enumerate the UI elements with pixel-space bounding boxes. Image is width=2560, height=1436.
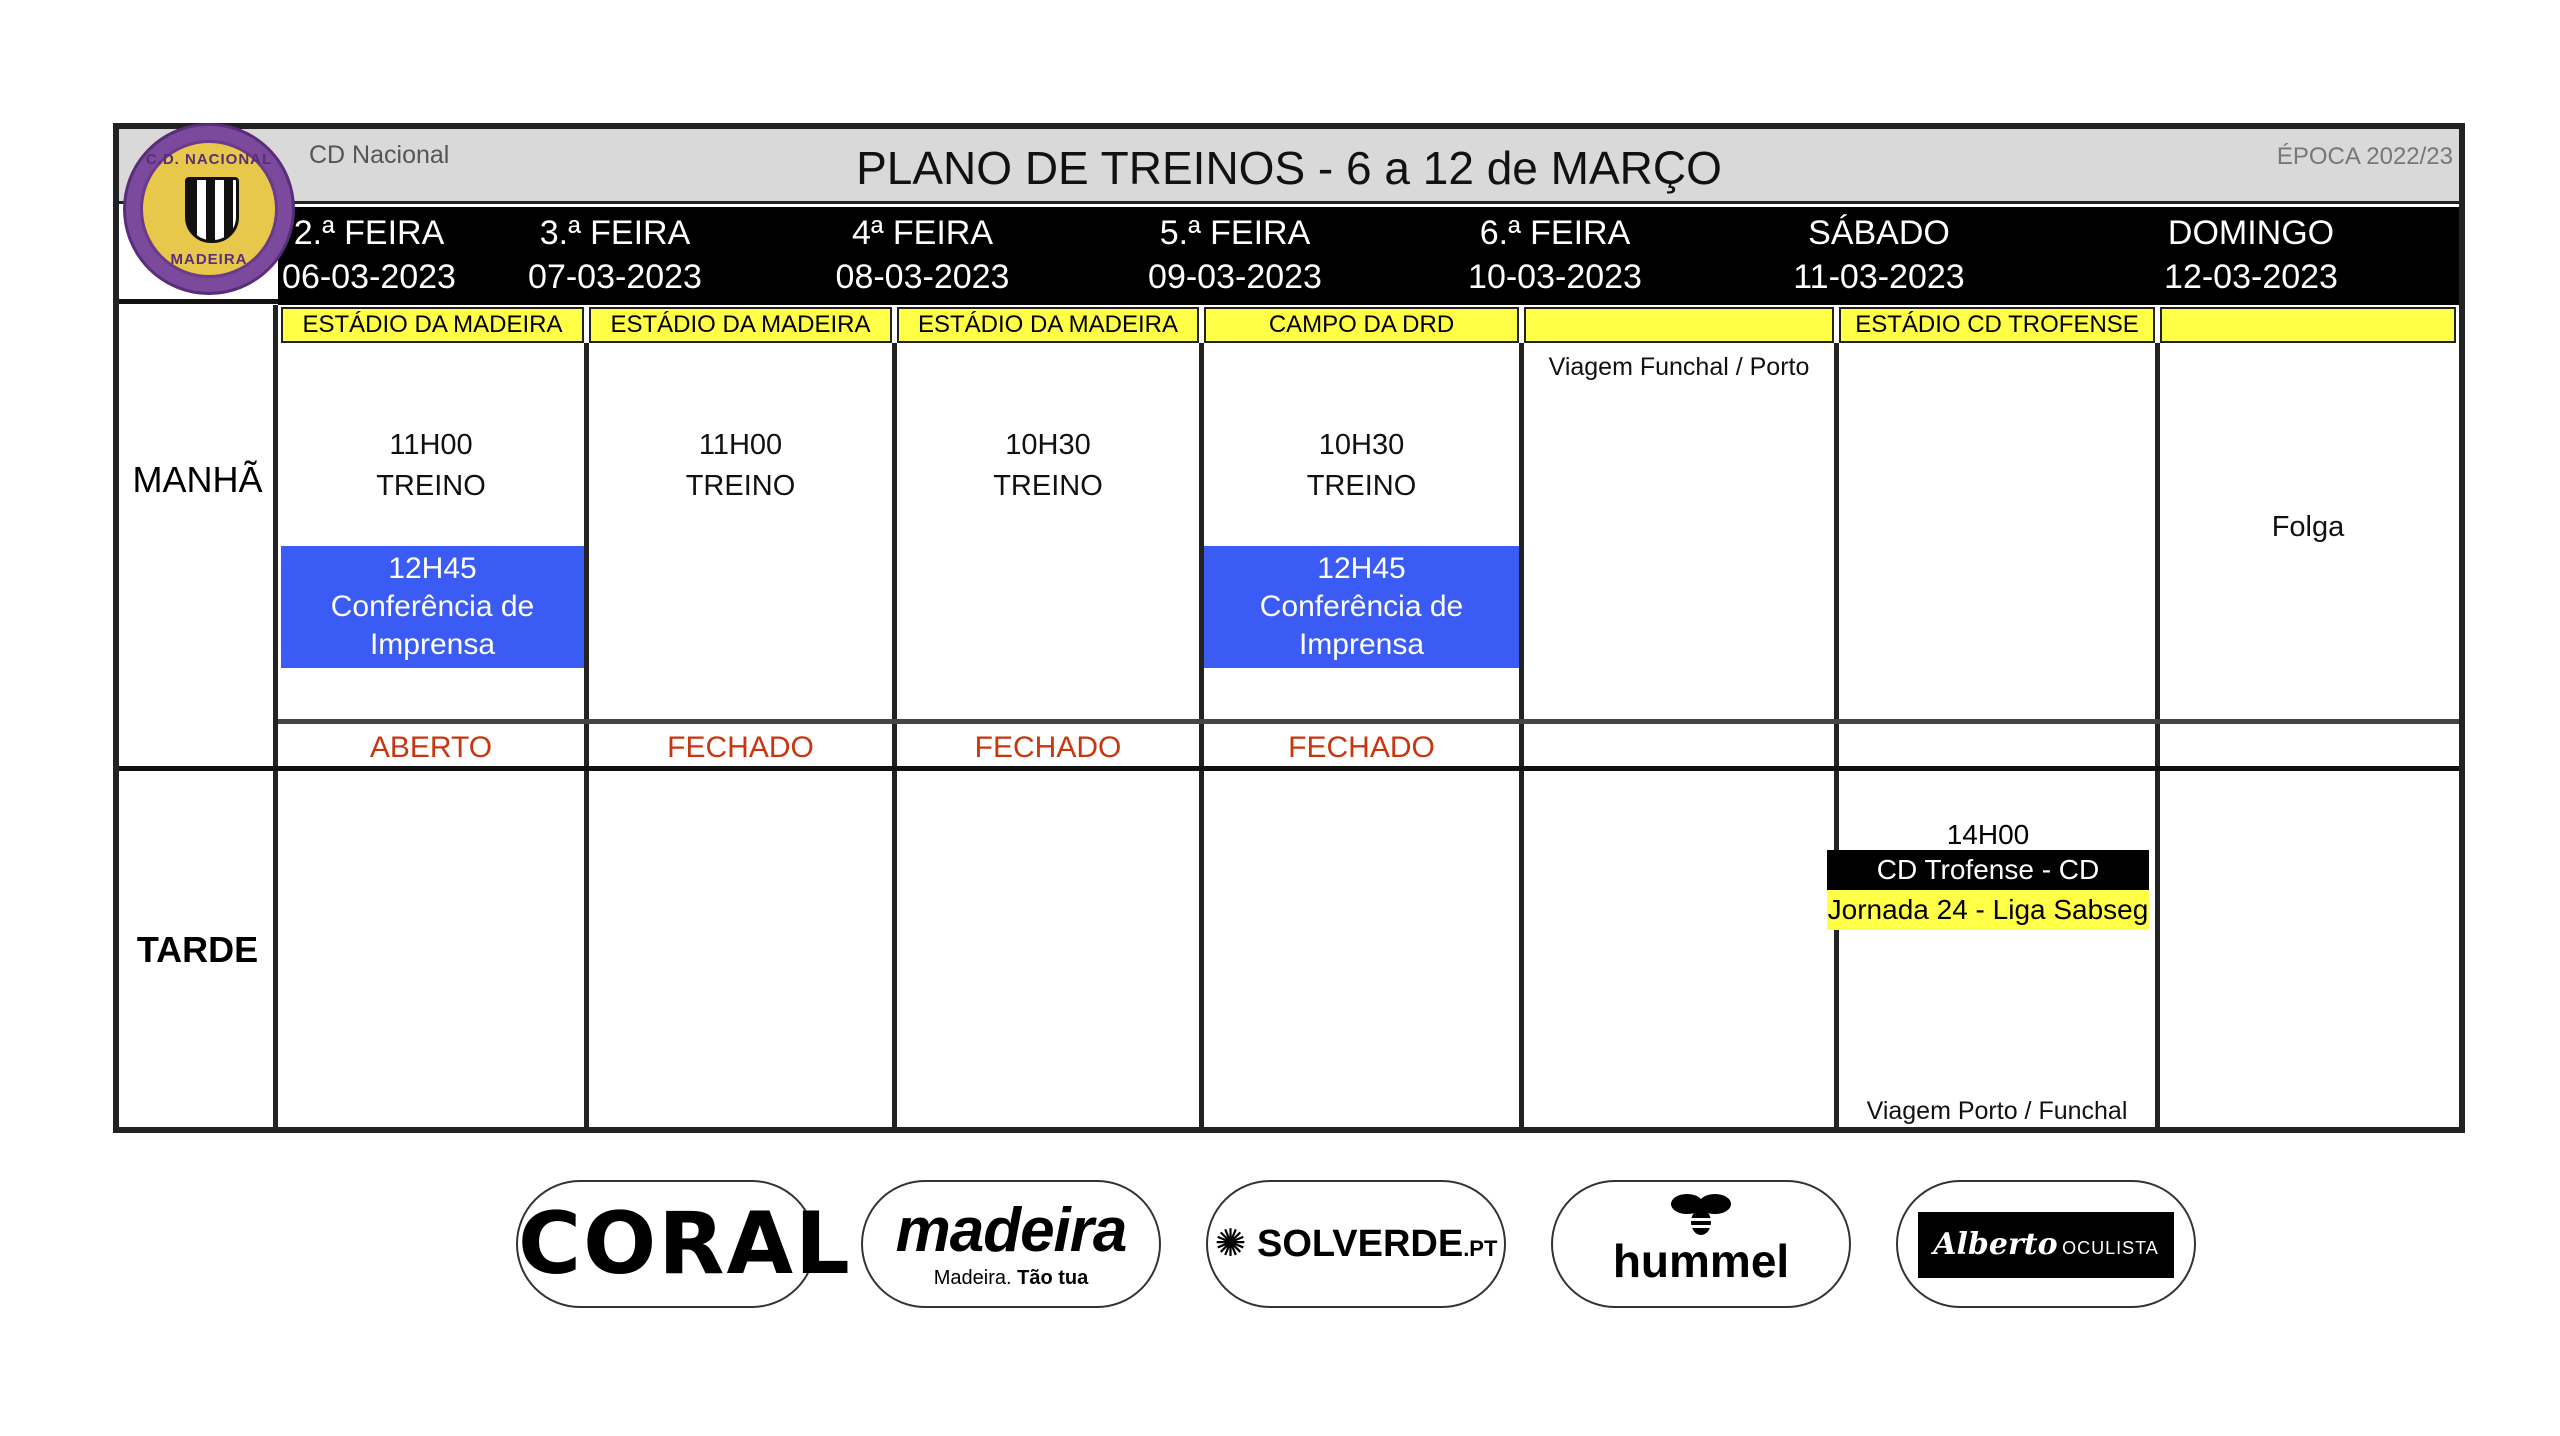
day-date: 07-03-2023 (528, 258, 702, 296)
sponsor-bar (516, 1180, 2196, 1310)
day-date: 08-03-2023 (835, 258, 1010, 296)
logo-top-text: C.D. NACIONAL (145, 151, 273, 168)
venue-tuesday: ESTÁDIO DA MADEIRA (589, 307, 892, 343)
sponsor-madeira[interactable] (861, 1180, 1161, 1308)
sponsor-hummel[interactable] (1551, 1180, 1851, 1308)
day-date: 11-03-2023 (1793, 258, 1965, 296)
venue-friday (1524, 307, 1834, 343)
day-name: 5.ª FEIRA (1159, 214, 1311, 252)
coral-logo-text: CORAL (518, 1194, 852, 1294)
training-tuesday (589, 425, 892, 507)
training-label: TREINO (1306, 470, 1417, 502)
day-name: 6.ª FEIRA (1479, 214, 1631, 252)
training-time: 10H30 (1005, 429, 1091, 461)
travel-note-friday: Viagem Funchal / Porto (1548, 353, 1810, 381)
morning-label: MANHÃ (132, 459, 263, 500)
day-header-thursday (1075, 207, 1395, 305)
venue-sunday (2160, 307, 2456, 343)
training-time: 11H00 (698, 429, 783, 461)
season-label: ÉPOCA 2022/23 (2276, 143, 2453, 170)
training-wednesday (897, 425, 1199, 507)
venue-wednesday: ESTÁDIO DA MADEIRA (897, 307, 1199, 343)
press-line-1: Conferência de (330, 590, 535, 623)
day-header-friday (1395, 207, 1715, 305)
training-monday (278, 425, 584, 507)
day-header-sunday (2043, 207, 2459, 305)
solverde-pt-text: .PT (1463, 1236, 1498, 1261)
madeira-tag-a: Madeira. (933, 1267, 1012, 1289)
status-tuesday: FECHADO (667, 731, 814, 764)
page-title: PLANO DE TREINOS - 6 a 12 de MARÇO (856, 142, 1722, 194)
bee-icon (1669, 1192, 1733, 1236)
day-name: SÁBADO (1808, 214, 1950, 252)
status-thursday: FECHADO (1288, 731, 1435, 764)
logo-bottom-text: MADEIRA (170, 251, 248, 268)
sponsor-coral[interactable] (516, 1180, 852, 1308)
club-logo (123, 123, 295, 295)
press-time: 12H45 (388, 552, 477, 585)
grid-line (119, 299, 278, 304)
venue-saturday: ESTÁDIO CD TROFENSE (1839, 307, 2155, 343)
shield-icon (185, 177, 239, 243)
sponsor-solverde[interactable] (1206, 1180, 1506, 1308)
press-time: 12H45 (1317, 552, 1406, 585)
madeira-tag-b: Tão tua (1017, 1267, 1089, 1289)
madeira-tagline (863, 1266, 1159, 1290)
day-name: DOMINGO (2167, 214, 2335, 252)
grid-line (1834, 343, 1839, 1133)
match-teams: CD Trofense - CD (1827, 850, 2149, 890)
match-time: 14H00 (1946, 819, 2030, 850)
madeira-logo-text: madeira (895, 1196, 1127, 1265)
title-bar (119, 129, 2459, 204)
day-date: 12-03-2023 (2164, 258, 2338, 296)
status-wednesday: FECHADO (974, 731, 1122, 764)
grid-line (1519, 343, 1524, 1133)
status-monday: ABERTO (369, 731, 493, 764)
press-line-1: Conferência de (1259, 590, 1464, 623)
training-time: 11H00 (389, 429, 473, 461)
rest-note-sunday: Folga (2271, 511, 2345, 543)
training-label: TREINO (685, 470, 796, 502)
grid-line (278, 719, 2459, 724)
sponsor-alberto-oculista[interactable] (1896, 1180, 2196, 1308)
training-time: 10H30 (1318, 429, 1405, 461)
club-name: CD Nacional (309, 141, 450, 169)
logo-badge (140, 140, 278, 278)
training-schedule-table (113, 123, 2465, 1133)
solverde-logo (1208, 1182, 1504, 1311)
afternoon-label: TARDE (136, 929, 259, 970)
venue-monday: ESTÁDIO DA MADEIRA (281, 307, 584, 343)
match-league: Jornada 24 - Liga Sabseg (1827, 890, 2149, 930)
solverde-logo-text: SOLVERDE (1256, 1223, 1464, 1265)
travel-note-saturday: Viagem Porto / Funchal (1866, 1097, 2128, 1125)
training-label: TREINO (376, 470, 486, 502)
day-name: 2.ª FEIRA (293, 214, 445, 252)
day-header-wednesday (770, 207, 1075, 305)
day-name: 3.ª FEIRA (539, 214, 691, 252)
day-header-tuesday (460, 207, 770, 305)
alberto-logo-text: Alberto (1933, 1227, 2058, 1262)
press-conference-monday (281, 546, 584, 668)
day-date: 10-03-2023 (1468, 258, 1642, 296)
hummel-logo-text: hummel (1612, 1235, 1790, 1287)
grid-line (2155, 343, 2160, 1133)
day-date: 09-03-2023 (1148, 258, 1322, 296)
sun-icon: ✺ (1214, 1223, 1247, 1265)
alberto-logo (1918, 1212, 2174, 1278)
press-line-2: Imprensa (1298, 628, 1425, 661)
oculista-logo-text: OCULISTA (2062, 1238, 2159, 1258)
day-name: 4ª FEIRA (851, 214, 994, 252)
day-date: 06-03-2023 (282, 258, 456, 296)
day-header-saturday (1715, 207, 2043, 305)
press-line-2: Imprensa (369, 628, 496, 661)
training-thursday (1204, 425, 1519, 507)
day-header-monday (278, 207, 460, 305)
venue-thursday: CAMPO DA DRD (1204, 307, 1519, 343)
press-conference-thursday (1204, 546, 1519, 668)
training-label: TREINO (993, 470, 1103, 502)
